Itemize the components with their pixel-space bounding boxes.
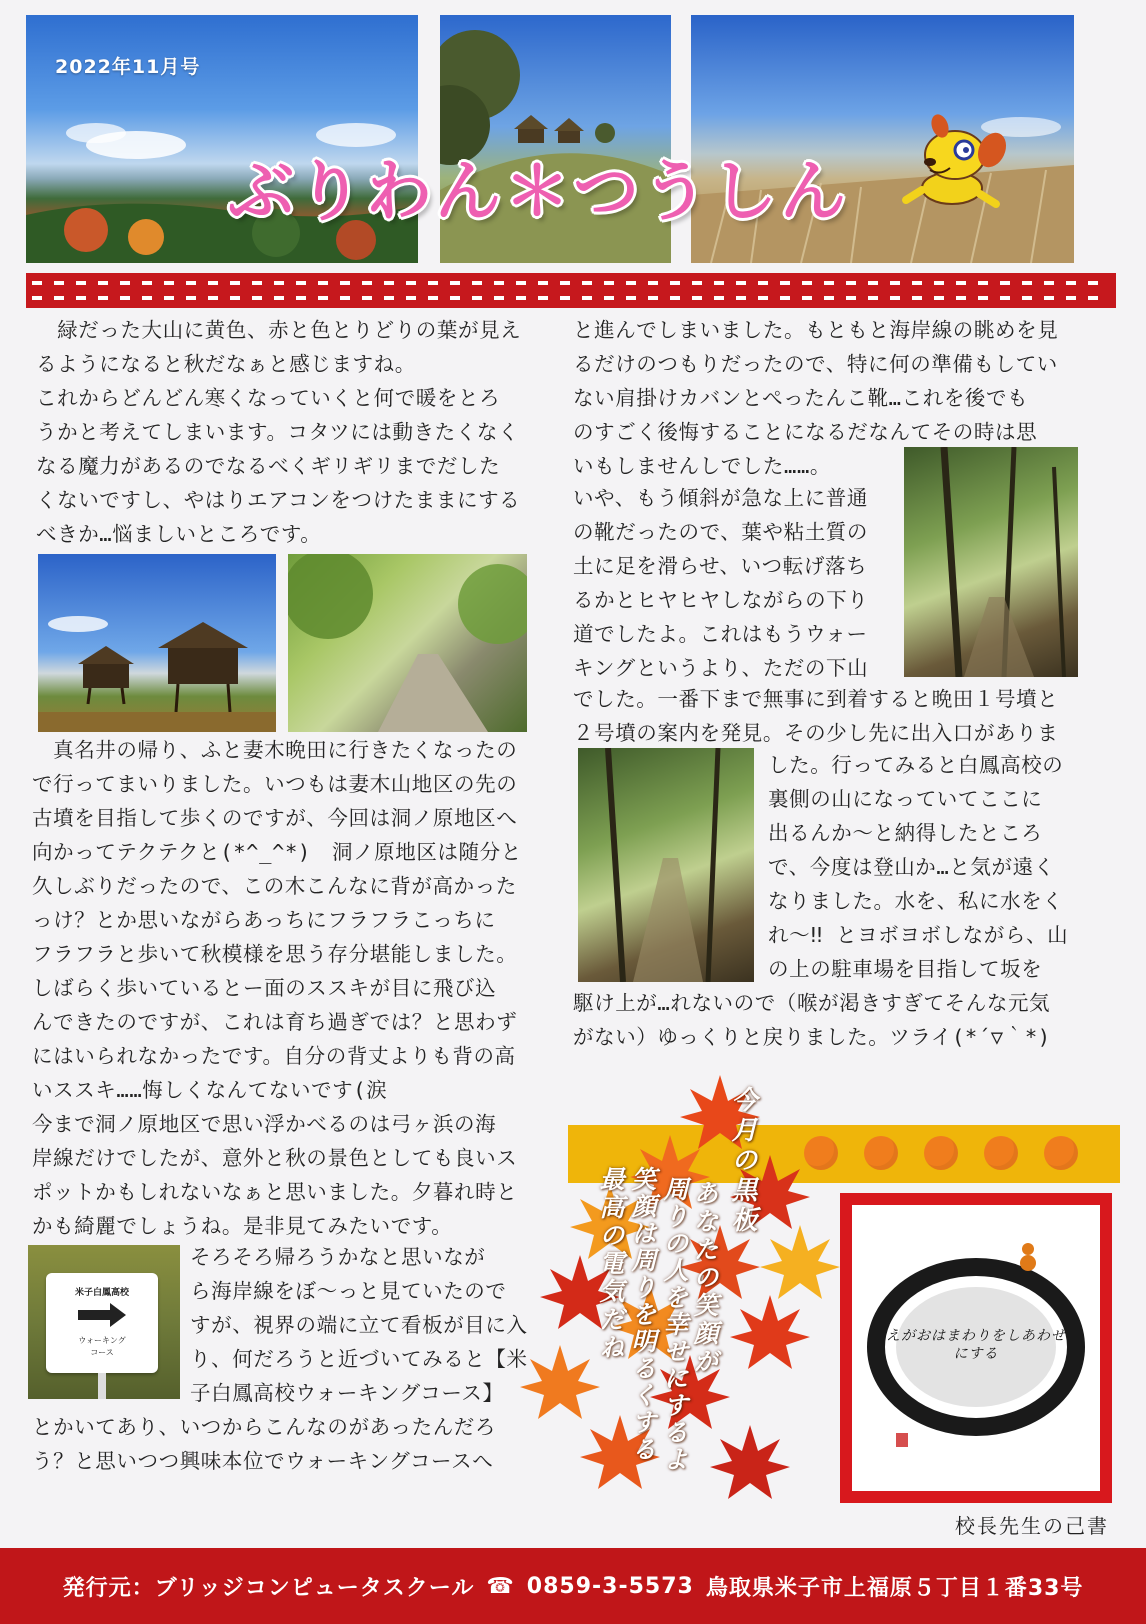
dash-mark bbox=[274, 296, 284, 300]
dash-mark bbox=[230, 296, 240, 300]
dash-mark bbox=[340, 296, 350, 300]
dash-mark bbox=[1066, 281, 1076, 285]
dash-mark bbox=[846, 296, 856, 300]
dash-mark bbox=[208, 281, 218, 285]
photo-forest-path-2 bbox=[578, 748, 754, 982]
dash-mark bbox=[934, 296, 944, 300]
dash-pattern bbox=[26, 273, 1116, 308]
dash-mark bbox=[516, 281, 526, 285]
dash-mark bbox=[384, 296, 394, 300]
dash-mark bbox=[340, 281, 350, 285]
blackboard-line-1: あなたの笑顔が bbox=[690, 1180, 719, 1376]
dash-mark bbox=[780, 296, 790, 300]
dash-mark bbox=[560, 296, 570, 300]
blackboard-line-2: 周りの人を幸せにするよ bbox=[660, 1176, 689, 1473]
dash-mark bbox=[252, 296, 262, 300]
dash-mark bbox=[98, 281, 108, 285]
sign-course-label: コース bbox=[90, 1348, 114, 1357]
dash-mark bbox=[428, 281, 438, 285]
dash-mark bbox=[868, 281, 878, 285]
dash-mark bbox=[296, 296, 306, 300]
dash-mark bbox=[692, 296, 702, 300]
dash-mark bbox=[384, 281, 394, 285]
dash-mark bbox=[736, 281, 746, 285]
photo-walking-sign bbox=[28, 1245, 180, 1399]
decor-dot bbox=[1044, 1136, 1078, 1170]
dash-mark bbox=[802, 281, 812, 285]
dash-mark bbox=[560, 281, 570, 285]
dash-mark bbox=[54, 296, 64, 300]
dash-mark bbox=[604, 281, 614, 285]
dash-mark bbox=[846, 281, 856, 285]
dash-mark bbox=[802, 296, 812, 300]
photo-forest-path-1 bbox=[904, 447, 1078, 677]
sign-post bbox=[98, 1373, 106, 1399]
dash-mark bbox=[450, 281, 460, 285]
dash-mark bbox=[1000, 296, 1010, 300]
dash-mark bbox=[252, 281, 262, 285]
calligraphy-text: えがおはまわりをしあわせにする bbox=[886, 1328, 1066, 1362]
dash-mark bbox=[164, 281, 174, 285]
footer-phone[interactable]: 0859-3-5573 bbox=[526, 1573, 694, 1599]
dash-mark bbox=[406, 281, 416, 285]
dash-mark bbox=[648, 296, 658, 300]
dash-mark bbox=[1066, 296, 1076, 300]
dash-mark bbox=[934, 281, 944, 285]
dash-mark bbox=[230, 281, 240, 285]
dash-mark bbox=[670, 296, 680, 300]
dash-mark bbox=[956, 281, 966, 285]
article-right-end: 駆け上が…れないので（喉が渇きすぎてそんな元気 がない）ゆっくりと戻りました。ツライ(*´▽｀*) bbox=[573, 991, 1051, 1049]
footer-address: 鳥取県米子市上福原５丁目１番33号 bbox=[705, 1575, 1084, 1601]
calligraphy-caption: 校長先生の己書 bbox=[955, 1514, 1109, 1538]
article-right-descent: いや、もう傾斜が急な上に普通 の靴だったので、葉や粘土質の 土に足を滑らせ、いつ転げ落ち るかとヒヤヒヤしながらの下り 道でしたよ。これはもうウォー キングというより、ただの下山 bbox=[573, 486, 869, 680]
decor-dot bbox=[924, 1136, 958, 1170]
dash-mark bbox=[1000, 281, 1010, 285]
article-left-end: とかいてあり、いつからこんなのがあったんだろ う？と思いつつ興味本位でウォーキングコースへ bbox=[32, 1415, 496, 1473]
road-scene bbox=[288, 554, 527, 732]
dash-mark bbox=[1044, 296, 1054, 300]
dash-mark bbox=[758, 281, 768, 285]
header-divider-band bbox=[26, 273, 1116, 308]
dash-mark bbox=[98, 296, 108, 300]
dash-mark bbox=[582, 281, 592, 285]
photo-raised-huts bbox=[38, 554, 276, 732]
dash-mark bbox=[494, 296, 504, 300]
dash-mark bbox=[208, 296, 218, 300]
dash-mark bbox=[142, 296, 152, 300]
dash-mark bbox=[472, 281, 482, 285]
dash-mark bbox=[626, 296, 636, 300]
dash-mark bbox=[626, 281, 636, 285]
dash-mark bbox=[912, 296, 922, 300]
article-left-walk: 真名井の帰り、ふと妻木晩田に行きたくなったの で行ってまいりました。いつもは妻木山地区の先の 古墳を目指して歩くのですが、今回は洞ノ原地区へ 向かってテクテクと(*^_^*) 洞ノ原地区は随分と 久しぶりだったので、この木こんなに背が高かった っけ？とか思いながらあっちにフラフラこっちに フラフラと歩いて秋模様を思う存分堪能しました。 しばらく歩いているとー面のススキが目に飛び込 んできたのですが、これは育ち過ぎでは？と思わず にはいられなかったです。自分の背丈よりも背の高 いススキ……悔しくなんてないです(涙 今まで洞ノ原地区で思い浮かべるのは弓ヶ浜の海 岸線だけでしたが、意外と秋の景色としても良いス ポットかもしれないなぁと思いました。夕暮れ時と かも綺麗でしょうね。是非見てみたいです。 bbox=[32, 738, 522, 1238]
dash-mark bbox=[604, 296, 614, 300]
dash-mark bbox=[274, 281, 284, 285]
blackboard-line-3: 笑顔は周りを明るくする bbox=[628, 1166, 657, 1463]
dash-mark bbox=[76, 281, 86, 285]
telephone-icon: ☎ bbox=[486, 1573, 515, 1599]
dash-mark bbox=[472, 296, 482, 300]
calligraphy-paper bbox=[852, 1205, 1100, 1491]
article-right-start: と進んでしまいました。もともと海岸線の眺めを見 るだけのつもりだったので、特に何の準備もしてい ない肩掛けカバンとぺったんこ靴…これを後でも のすごく後悔することになるだなんてその時は思 いもしませんしでした……。 bbox=[573, 318, 1059, 478]
dash-mark bbox=[956, 296, 966, 300]
dash-mark bbox=[494, 281, 504, 285]
article-left-sign: そろそろ帰ろうかなと思いなが ら海岸線をぼ〜っと見ていたので すが、視界の端に立て看板が目に入 り、何だろうと近づいてみると【米 子白鳳高校ウォーキングコース】 bbox=[190, 1245, 528, 1405]
dash-mark bbox=[758, 296, 768, 300]
dash-mark bbox=[186, 281, 196, 285]
dash-mark bbox=[450, 296, 460, 300]
decor-dot bbox=[984, 1136, 1018, 1170]
dash-mark bbox=[1088, 296, 1098, 300]
footer-publisher: 発行元：ブリッジコンピュータスクール bbox=[62, 1575, 475, 1601]
dash-mark bbox=[736, 296, 746, 300]
dash-mark bbox=[54, 281, 64, 285]
photo-forest-road bbox=[288, 554, 527, 732]
dash-mark bbox=[516, 296, 526, 300]
dash-mark bbox=[1022, 281, 1032, 285]
dash-mark bbox=[714, 296, 724, 300]
sign-board bbox=[46, 1273, 158, 1373]
dash-mark bbox=[538, 281, 548, 285]
newsletter-title: ぶりわん＊つうしん bbox=[228, 153, 849, 230]
article-right-arrival: でした。一番下まで無事に到着すると晩田１号墳と ２号墳の案内を発見。その少し先に出入口がありま bbox=[573, 687, 1059, 745]
decor-dot bbox=[864, 1136, 898, 1170]
dash-mark bbox=[868, 296, 878, 300]
dash-mark bbox=[186, 296, 196, 300]
dash-mark bbox=[670, 281, 680, 285]
dash-mark bbox=[318, 281, 328, 285]
dash-mark bbox=[692, 281, 702, 285]
dash-mark bbox=[648, 281, 658, 285]
dash-mark bbox=[890, 281, 900, 285]
dash-mark bbox=[1044, 281, 1054, 285]
blackboard-line-4: 最高の電気だね bbox=[596, 1166, 625, 1362]
sign-arrow-icon bbox=[78, 1303, 128, 1327]
dash-mark bbox=[978, 281, 988, 285]
dash-mark bbox=[362, 281, 372, 285]
forest-trees-scene bbox=[904, 447, 1078, 677]
dash-mark bbox=[912, 281, 922, 285]
dash-mark bbox=[428, 296, 438, 300]
blackboard-heading: 今月の黒板 bbox=[727, 1086, 757, 1236]
dash-mark bbox=[1088, 281, 1098, 285]
sign-walking-label: ウォーキング bbox=[78, 1336, 126, 1345]
calligraphy-frame bbox=[840, 1193, 1112, 1503]
dash-mark bbox=[824, 281, 834, 285]
dash-mark bbox=[780, 281, 790, 285]
raised-huts-scene bbox=[38, 554, 276, 732]
dash-mark bbox=[362, 296, 372, 300]
dash-mark bbox=[824, 296, 834, 300]
dash-mark bbox=[538, 296, 548, 300]
dash-mark bbox=[142, 281, 152, 285]
article-left-intro: 緑だった大山に黄色、赤と色とりどりの葉が見え るようになると秋だなぁと感じますね。 これからどんどん寒くなっていくと何で暖をとろ うかと考えてしまいます。コタツには動きたくなく なる魔力があるのでなるべくギリギリまでだした くないですし、やはりエアコンをつけたままにする べきか…悩ましいところです。 bbox=[36, 318, 522, 546]
dash-mark bbox=[76, 296, 86, 300]
dash-mark bbox=[714, 281, 724, 285]
dash-mark bbox=[582, 296, 592, 300]
dash-mark bbox=[164, 296, 174, 300]
dash-mark bbox=[318, 296, 328, 300]
dash-mark bbox=[1022, 296, 1032, 300]
footer-bar bbox=[0, 1548, 1146, 1624]
dash-mark bbox=[890, 296, 900, 300]
dash-mark bbox=[120, 296, 130, 300]
sign-school-name: 米子白鳳高校 bbox=[74, 1288, 129, 1298]
issue-date: 2022年11月号 bbox=[55, 56, 201, 78]
forest-gully-scene bbox=[578, 748, 754, 982]
dash-mark bbox=[978, 296, 988, 300]
dash-mark bbox=[406, 296, 416, 300]
dash-mark bbox=[120, 281, 130, 285]
dog-mascot-icon bbox=[900, 110, 1012, 210]
dash-mark bbox=[296, 281, 306, 285]
article-right-climb: した。行ってみると白鳳高校の 裏側の山になっていてここに 出るんか〜と納得したところ で、今度は登山か…と気が遠く なりました。水を、私に水をく れ〜‼ とヨボヨボしながら、山 の上の駐車場を目指して坂を bbox=[768, 753, 1069, 981]
